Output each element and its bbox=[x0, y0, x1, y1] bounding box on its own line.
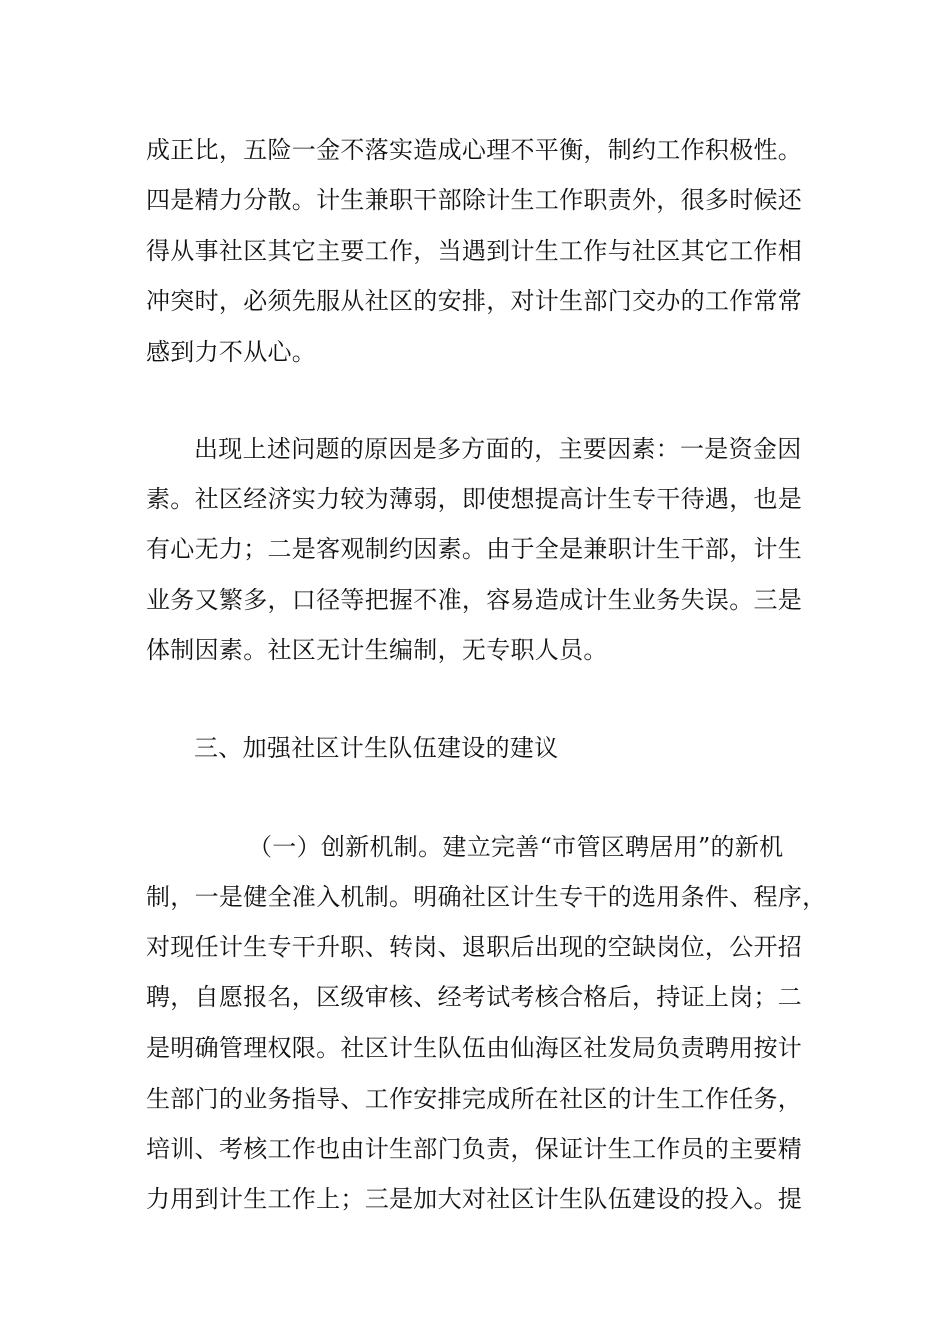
paragraph2-line-4: 业务又繁多，口径等把握不准，容易造成计生业务失误。三是 bbox=[146, 586, 803, 614]
paragraph3-line-1: （一）创新机制。建立完善“市管区聘居用”的新机 bbox=[248, 833, 784, 861]
paragraph3-line-7: 培训、考核工作也由计生部门负责，保证计生工作员的主要精 bbox=[146, 1135, 803, 1163]
paragraph2-line-5: 体制因素。社区无计生编制，无专职人员。 bbox=[146, 636, 608, 664]
paragraph3-line-3: 对现任计生专干升职、转岗、退职后出现的空缺岗位，公开招 bbox=[146, 933, 803, 961]
paragraph2-line-2: 素。社区经济实力较为薄弱，即使想提高计生专干待遇，也是 bbox=[146, 485, 803, 513]
paragraph1-line-4: 冲突时，必须先服从社区的安排，对计生部门交办的工作常常 bbox=[146, 287, 803, 315]
paragraph2-line-1: 出现上述问题的原因是多方面的，主要因素：一是资金因 bbox=[194, 435, 802, 463]
section-heading: 三、加强社区计生队伍建设的建议 bbox=[194, 734, 559, 762]
paragraph3-line-6: 生部门的业务指导、工作安排完成所在社区的计生工作任务， bbox=[146, 1085, 803, 1113]
paragraph1-line-5: 感到力不从心。 bbox=[146, 338, 317, 366]
paragraph3-line-4: 聘，自愿报名，区级审核、经考试考核合格后，持证上岗；二 bbox=[146, 983, 803, 1011]
paragraph1-line-2: 四是精力分散。计生兼职干部除计生工作职责外，很多时候还 bbox=[146, 186, 803, 214]
paragraph3-line-5: 是明确管理权限。社区计生队伍由仙海区社发局负责聘用按计 bbox=[146, 1034, 803, 1062]
paragraph3-line-2: 制，一是健全准入机制。明确社区计生专干的选用条件、程序， bbox=[146, 883, 827, 911]
paragraph3-line-8: 力用到计生工作上；三是加大对社区计生队伍建设的投入。提 bbox=[146, 1185, 803, 1213]
paragraph1-line-1: 成正比，五险一金不落实造成心理不平衡，制约工作积极性。 bbox=[146, 136, 803, 164]
paragraph2-line-3: 有心无力；二是客观制约因素。由于全是兼职计生干部，计生 bbox=[146, 535, 803, 563]
paragraph1-line-3: 得从事社区其它主要工作，当遇到计生工作与社区其它工作相 bbox=[146, 237, 803, 265]
